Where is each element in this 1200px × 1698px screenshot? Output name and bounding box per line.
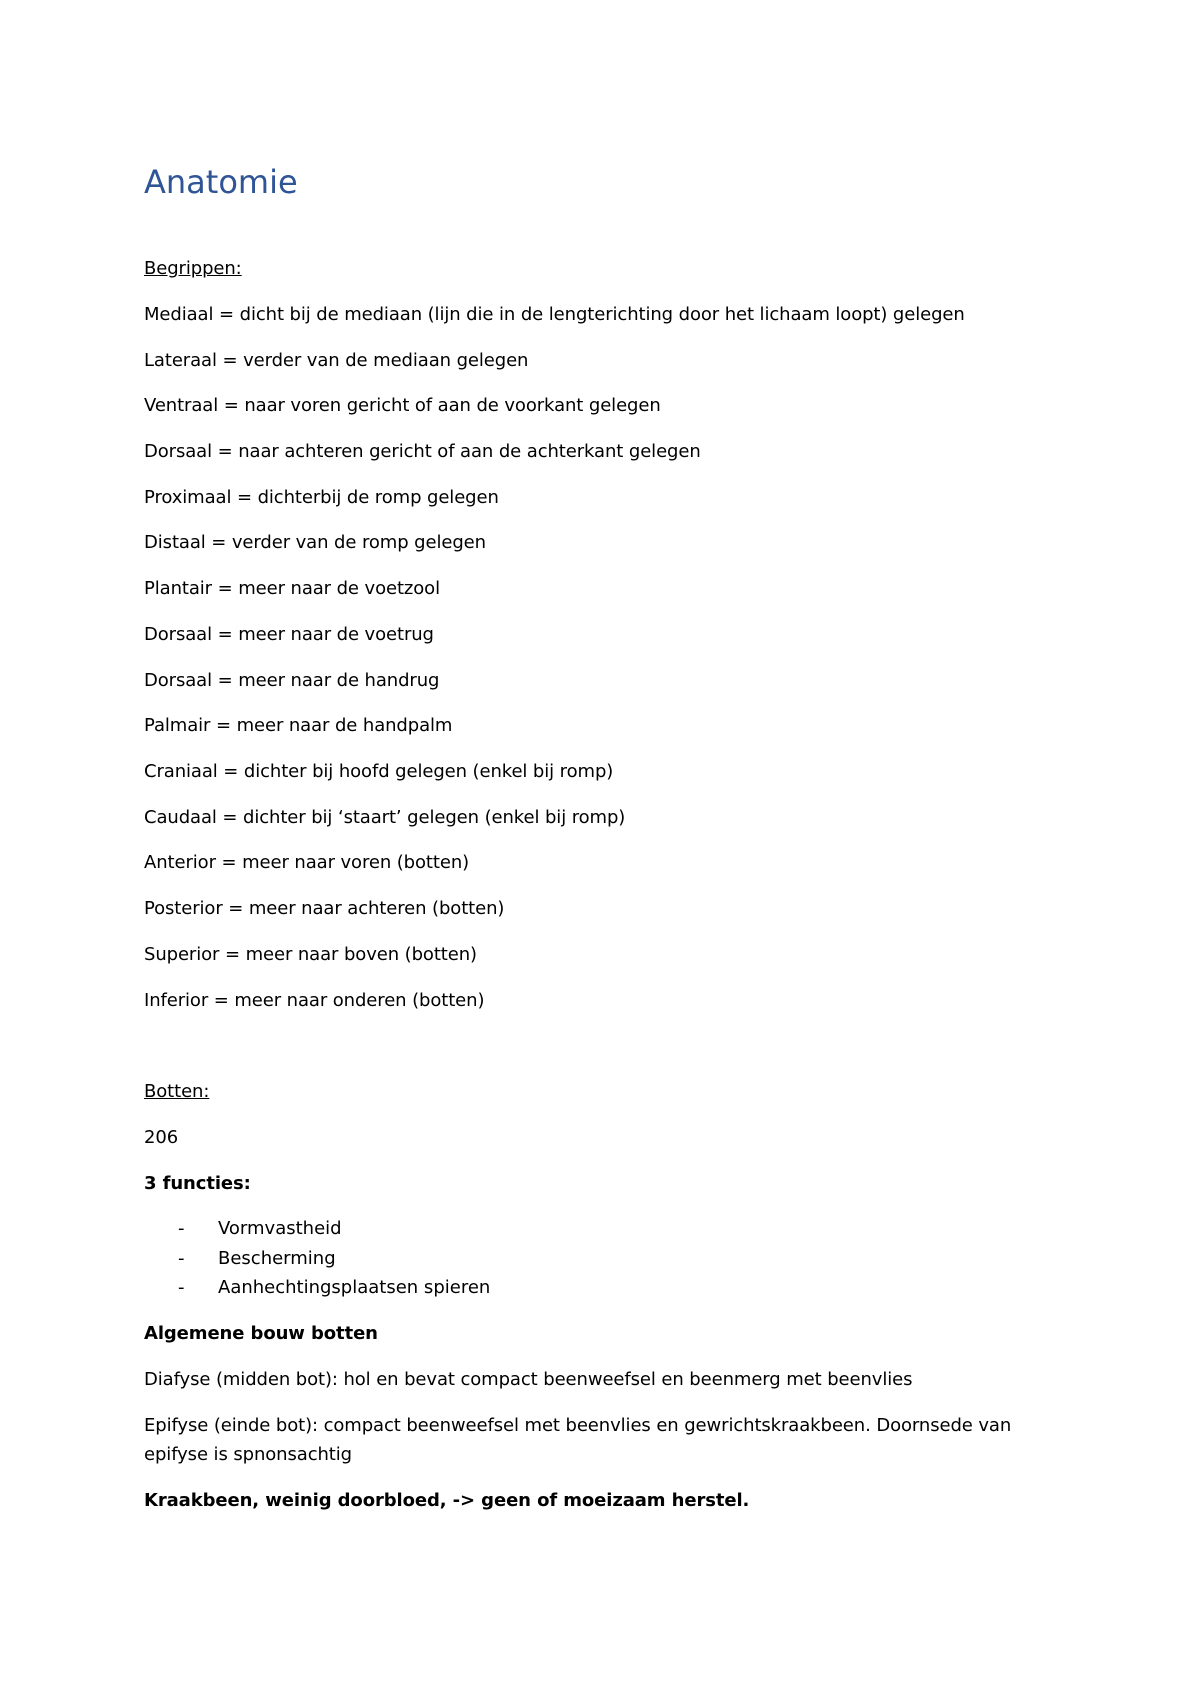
bone-count: 206 — [144, 1127, 179, 1148]
epifyse-paragraph-line2: epifyse is spnonsachtig — [144, 1444, 352, 1465]
term-line: Superior = meer naar boven (botten) — [144, 944, 477, 965]
document-title: Anatomie — [144, 163, 298, 201]
bullet-marker: - — [178, 1248, 185, 1269]
term-line: Mediaal = dicht bij de mediaan (lijn die in de lengterichting door het lichaam loopt) gelegen — [144, 304, 965, 325]
term-line: Palmair = meer naar de handpalm — [144, 715, 453, 736]
term-line: Anterior = meer naar voren (botten) — [144, 852, 470, 873]
term-line: Dorsaal = naar achteren gericht of aan de achterkant gelegen — [144, 441, 701, 462]
cartilage-note: Kraakbeen, weinig doorbloed, -> geen of moeizaam herstel. — [144, 1490, 750, 1511]
term-line: Dorsaal = meer naar de voetrug — [144, 624, 434, 645]
term-line: Proximaal = dichterbij de romp gelegen — [144, 487, 499, 508]
structure-heading: Algemene bouw botten — [144, 1323, 378, 1344]
bullet-marker: - — [178, 1218, 185, 1239]
term-line: Plantair = meer naar de voetzool — [144, 578, 440, 599]
section-heading-begrippen: Begrippen: — [144, 258, 242, 279]
term-line: Posterior = meer naar achteren (botten) — [144, 898, 505, 919]
list-item: Vormvastheid — [218, 1218, 342, 1239]
list-item: Bescherming — [218, 1248, 336, 1269]
term-line: Caudaal = dichter bij ‘staart’ gelegen (enkel bij romp) — [144, 807, 626, 828]
term-line: Craniaal = dichter bij hoofd gelegen (enkel bij romp) — [144, 761, 614, 782]
term-line: Inferior = meer naar onderen (botten) — [144, 990, 485, 1011]
term-line: Dorsaal = meer naar de handrug — [144, 670, 440, 691]
term-line: Ventraal = naar voren gericht of aan de voorkant gelegen — [144, 395, 661, 416]
term-line: Lateraal = verder van de mediaan gelegen — [144, 350, 529, 371]
term-line: Distaal = verder van de romp gelegen — [144, 532, 486, 553]
bullet-marker: - — [178, 1277, 185, 1298]
section-heading-botten: Botten: — [144, 1081, 210, 1102]
epifyse-paragraph-line1: Epifyse (einde bot): compact beenweefsel met beenvlies en gewrichtskraakbeen. Doornsede van — [144, 1415, 1012, 1436]
diafyse-paragraph: Diafyse (midden bot): hol en bevat compact beenweefsel en beenmerg met beenvlies — [144, 1369, 913, 1390]
list-item: Aanhechtingsplaatsen spieren — [218, 1277, 491, 1298]
functions-heading: 3 functies: — [144, 1173, 251, 1194]
